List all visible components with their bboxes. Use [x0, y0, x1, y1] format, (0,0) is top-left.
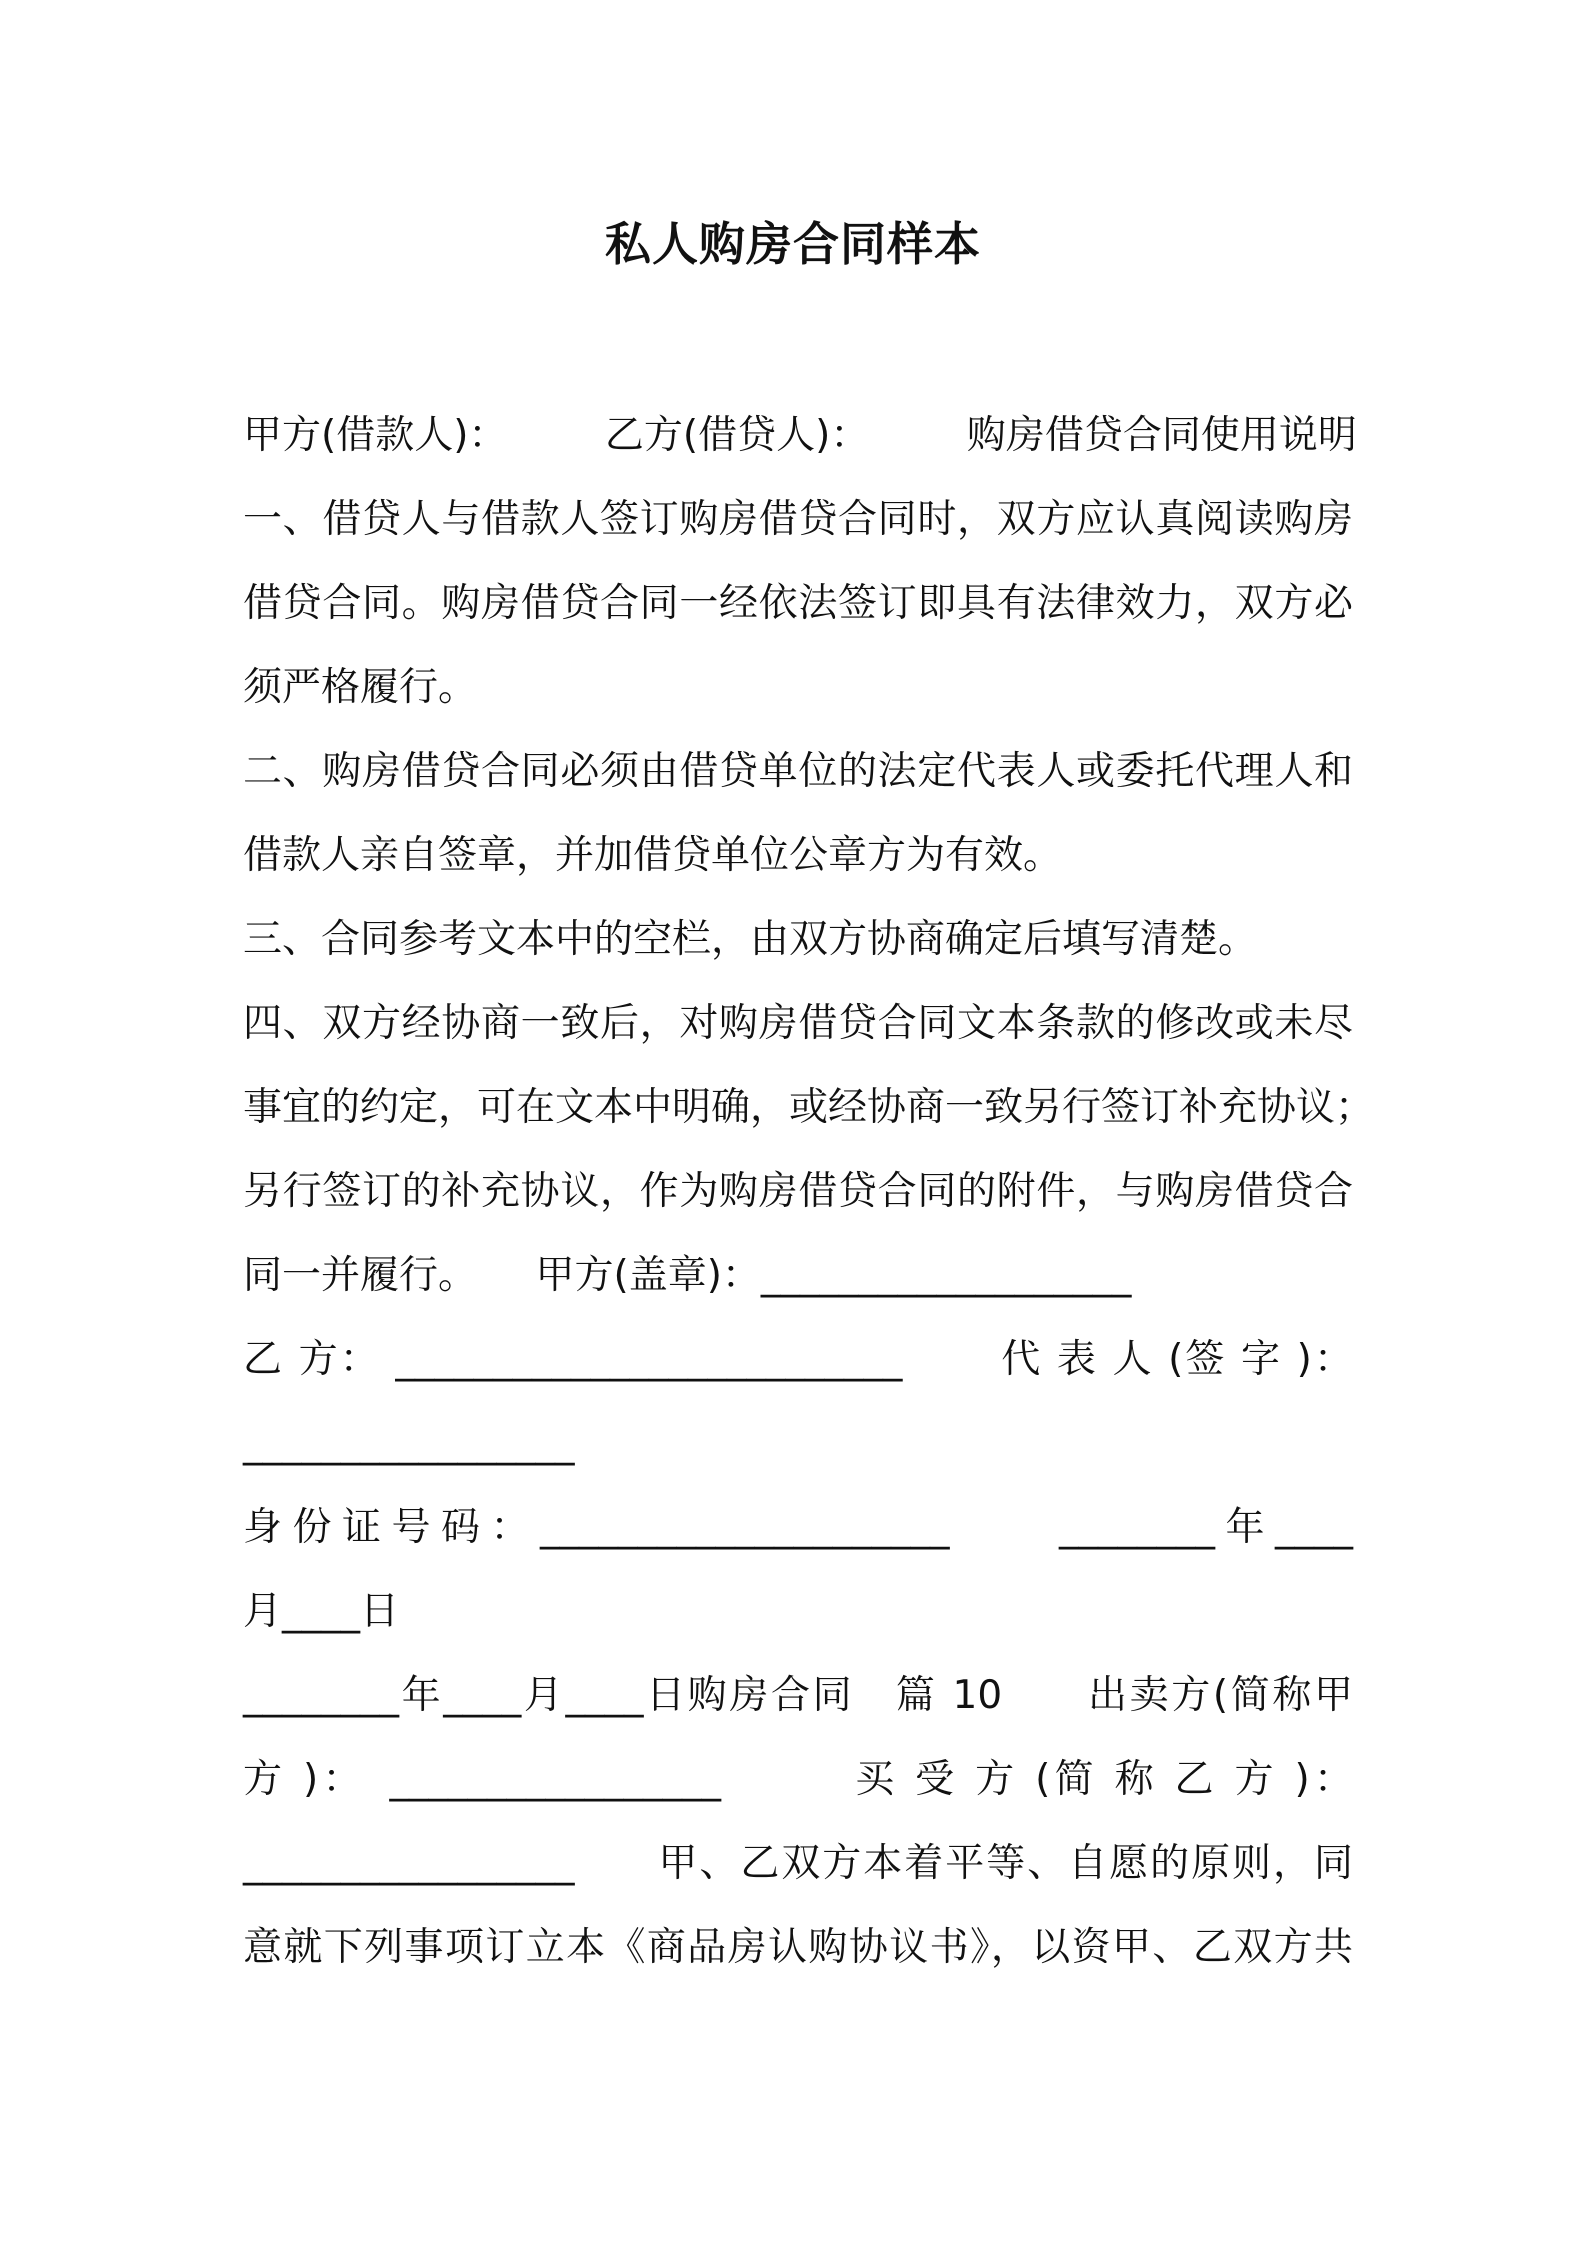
text-line-clause-4c: 另行签订的补充协议，作为购房借贷合同的附件，与购房借贷合	[243, 1169, 1353, 1214]
text-line-clause-2b: 借款人亲自签章，并加借贷单位公章方为有效。	[243, 833, 1063, 878]
text-line-clause-4b: 事宜的约定，可在文本中明确，或经协商一致另行签订补充协议；	[243, 1085, 1375, 1130]
document-title: 私人购房合同样本	[605, 217, 981, 271]
text-line-principle: _________________ 甲、乙双方本着平等、自愿的原则，同	[243, 1841, 1353, 1886]
text-line-clause-1b: 借贷合同。购房借贷合同一经依法签订即具有法律效力，双方必	[243, 581, 1353, 626]
text-line-clause-1c: 须严格履行。	[243, 665, 478, 710]
text-line-seller-buyer: 方 )： _________________ 买 受 方 (简 称 乙 方 )：	[243, 1757, 1353, 1802]
text-line-clause-3: 三、合同参考文本中的空栏，由双方协商确定后填写清楚。	[243, 917, 1258, 962]
text-line-clause-2a: 二、购房借贷合同必须由借贷单位的法定代表人或委托代理人和	[243, 749, 1353, 794]
text-line-date: 月____日	[243, 1589, 400, 1634]
text-line-id-number: 身份证号码：_____________________ ________年____	[243, 1505, 1353, 1550]
text-line-party-header: 甲方(借款人)： 乙方(借贷人)： 购房借贷合同使用说明	[243, 413, 1357, 458]
text-line-party-b-representative: 乙 方： __________________________ 代 表 人 (签 字 )：	[243, 1337, 1353, 1382]
text-line-party-a-seal: 同一并履行。 甲方(盖章)：___________________	[243, 1253, 1132, 1298]
text-line-signature-blank: _________________	[243, 1421, 575, 1466]
text-line-clause-4a: 四、双方经协商一致后，对购房借贷合同文本条款的修改或未尽	[243, 1001, 1353, 1046]
text-line-agreement: 意就下列事项订立本《商品房认购协议书》，以资甲、乙双方共	[243, 1925, 1353, 1970]
text-line-contract-10-header: ________年____月____日购房合同 篇 10 出卖方(简称甲	[243, 1673, 1353, 1718]
text-line-clause-1a: 一、借贷人与借款人签订购房借贷合同时，双方应认真阅读购房	[243, 497, 1353, 542]
